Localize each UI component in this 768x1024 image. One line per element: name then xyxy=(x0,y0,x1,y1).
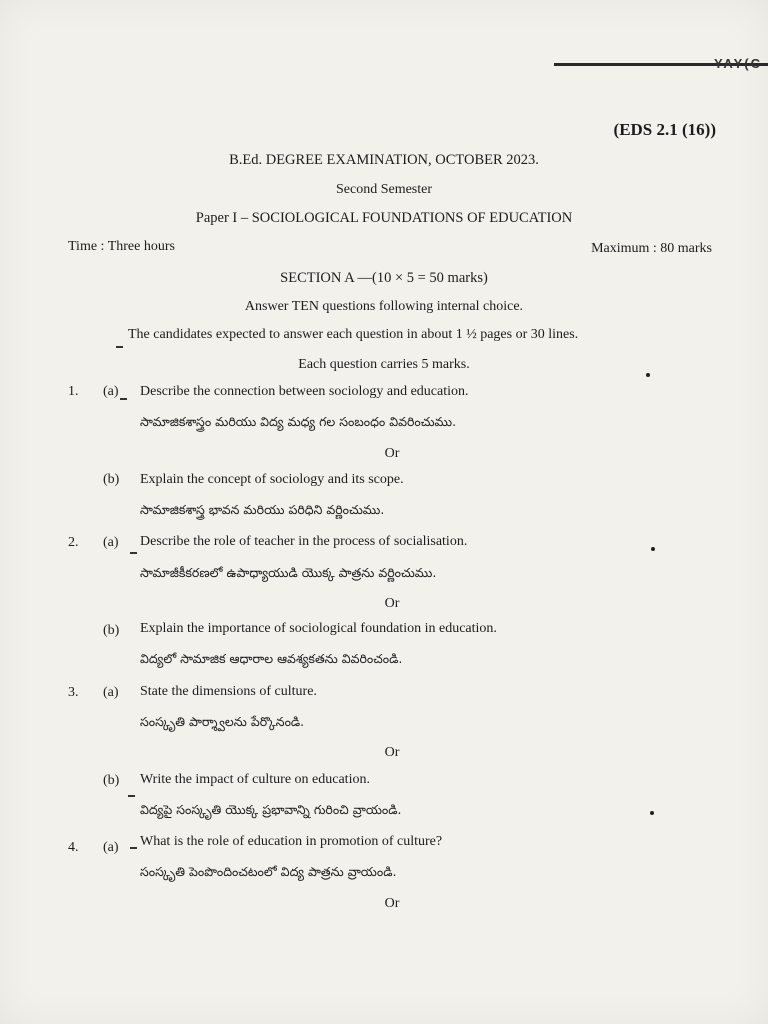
top-corner-marks: YAY(C xyxy=(713,56,762,71)
option-label: (a) xyxy=(103,384,119,399)
question-text-en: Describe the connection between sociology and education. xyxy=(140,384,469,399)
question-text-en: Describe the role of teacher in the process of socialisation. xyxy=(140,534,468,549)
option-label: (b) xyxy=(103,623,120,638)
scan-mark xyxy=(116,346,123,348)
option-label: (b) xyxy=(103,472,120,487)
scan-speck xyxy=(650,811,654,815)
question-number: 4. xyxy=(68,840,79,855)
question-text-en: Explain the importance of sociological foundation in education. xyxy=(140,621,497,636)
time-label: Time : Three hours xyxy=(68,239,175,254)
question-text-en: Write the impact of culture on education. xyxy=(140,772,370,787)
question-text-en: Explain the concept of sociology and its scope. xyxy=(140,472,404,487)
or-divider: Or xyxy=(384,745,400,760)
question-text-en: State the dimensions of culture. xyxy=(140,684,317,699)
scan-mark xyxy=(128,795,135,797)
question-text-te: సామాజికశాస్త్ర భావన మరియు పరిధిని వర్ణించుము. xyxy=(140,502,385,517)
paper-title: Paper I – SOCIOLOGICAL FOUNDATIONS OF EDUCATION xyxy=(195,210,573,226)
question-number: 1. xyxy=(68,384,79,399)
scan-mark xyxy=(130,847,137,849)
or-divider: Or xyxy=(384,896,400,911)
option-label: (a) xyxy=(103,535,119,550)
scan-speck xyxy=(651,547,655,551)
question-text-te: సామాజికశాస్త్రం మరియు విద్య మధ్య గల సంబంధం వివరించుము. xyxy=(140,414,457,429)
exam-title: B.Ed. DEGREE EXAMINATION, OCTOBER 2023. xyxy=(229,152,539,168)
instruction-choice: Answer TEN questions following internal choice. xyxy=(244,299,524,314)
instruction-length: The candidates expected to answer each question in about 1 ½ pages or 30 lines. xyxy=(128,327,579,342)
option-label: (a) xyxy=(103,685,119,700)
question-text-te: విద్యలో సామాజిక ఆధారాల ఆవశ్యకతను వివరించండి. xyxy=(140,651,403,666)
scan-speck xyxy=(646,373,650,377)
question-text-te: సామాజీకీకరణలో ఉపాధ్యాయుడి యొక్క పాత్రను వర్ణించుము. xyxy=(140,565,437,580)
question-text-en: What is the role of education in promotion of culture? xyxy=(140,834,443,849)
question-text-te: సంస్కృతి పెంపొందించటంలో విద్య పాత్రను వ్రాయండి. xyxy=(140,864,397,879)
section-title: SECTION A —(10 × 5 = 50 marks) xyxy=(280,270,488,286)
question-text-te: సంస్కృతి పార్శ్వాలను పేర్కొనండి. xyxy=(140,714,305,729)
semester-label: Second Semester xyxy=(335,182,433,197)
scan-mark xyxy=(130,552,137,554)
scan-mark xyxy=(120,398,127,400)
or-divider: Or xyxy=(384,596,400,611)
question-number: 2. xyxy=(68,535,79,550)
instruction-marks: Each question carries 5 marks. xyxy=(298,357,470,372)
question-number: 3. xyxy=(68,685,79,700)
option-label: (b) xyxy=(103,773,120,788)
question-text-te: విద్యపై సంస్కృతి యొక్క ప్రభావాన్ని గురించి వ్రాయండి. xyxy=(140,802,402,817)
option-label: (a) xyxy=(103,840,119,855)
max-marks-label: Maximum : 80 marks xyxy=(591,241,712,256)
paper-code: (EDS 2.1 (16)) xyxy=(613,120,716,139)
or-divider: Or xyxy=(384,446,400,461)
